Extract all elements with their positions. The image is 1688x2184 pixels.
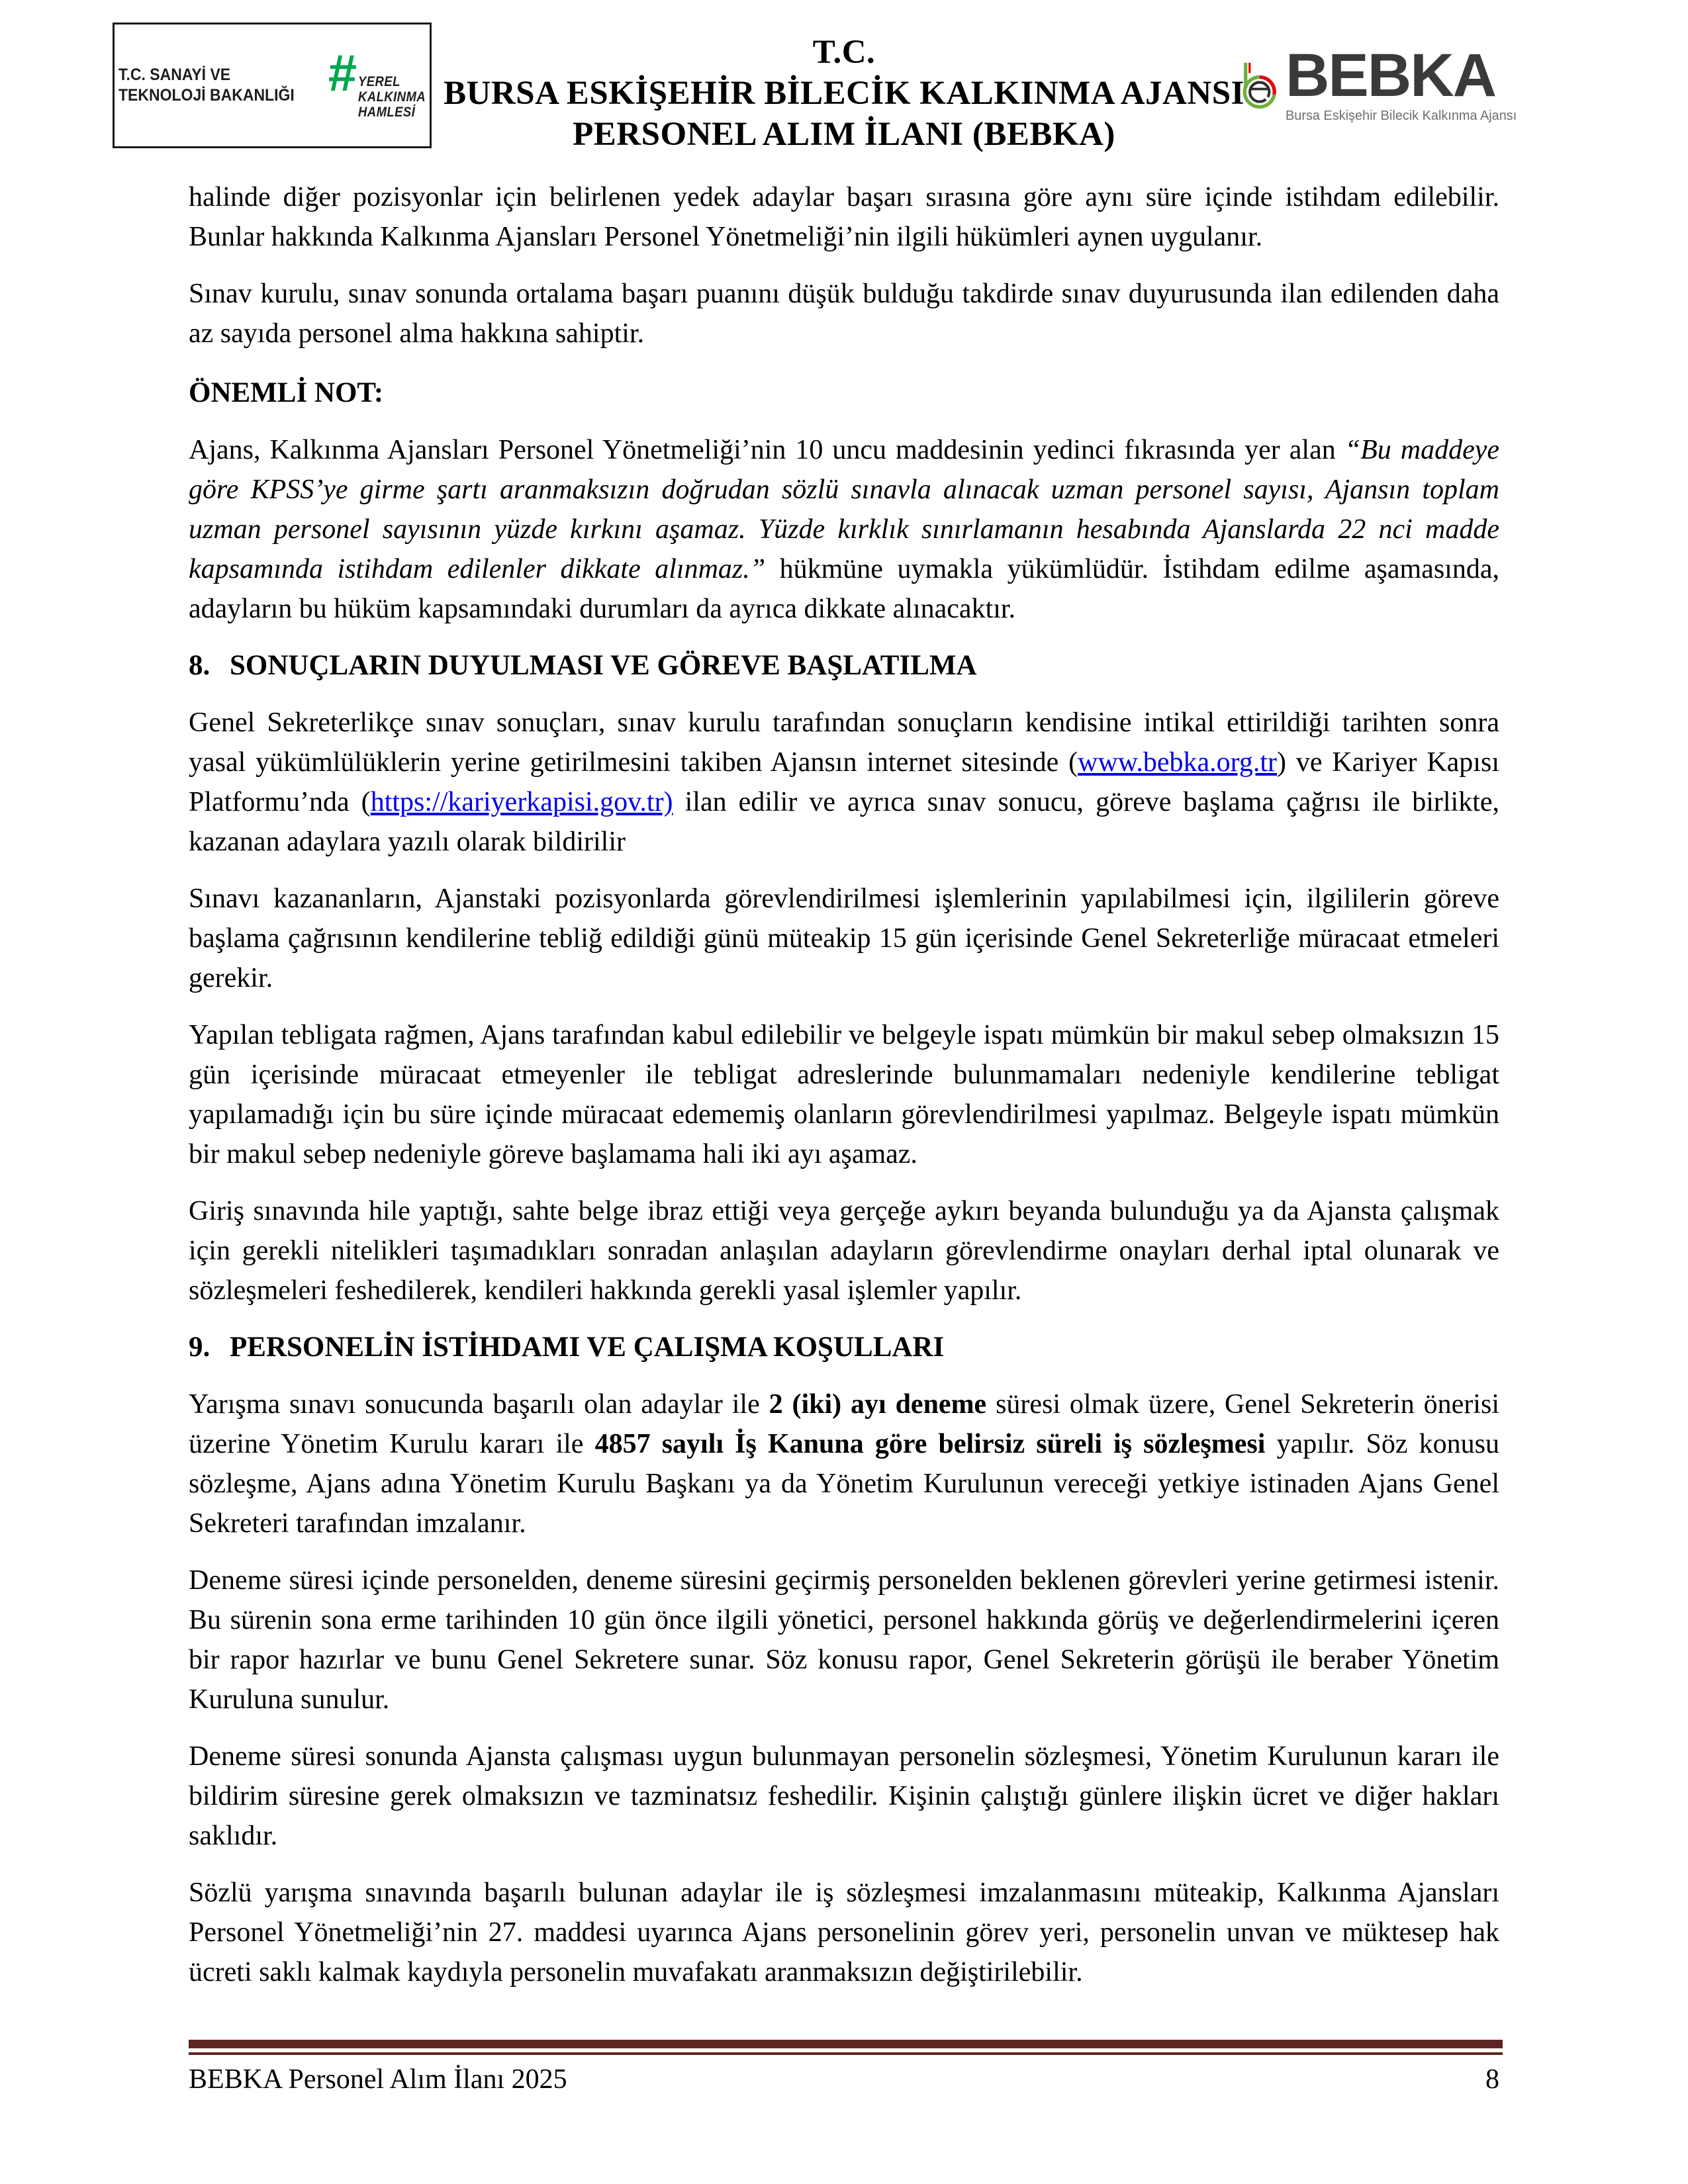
campaign-word3: HAMLESİ (358, 104, 416, 120)
ministry-name (118, 65, 295, 106)
paragraph-deneme-suresi: Deneme süresi içinde personelden, deneme süresini geçirmiş personelden beklenen görevleri yerine getirmesi istenir. Bu sürenin sona erme tarihinden 10 gün önce ilgili yönetici, personel hakkında görüş ve değerlendirmelerini içeren bir rapor hazırlar ve bunu Genel Sekretere sunar. Söz konusu rapor, Genel Sekreterin görüşü ile beraber Yönetim Kuruluna sunulur. (189, 1565, 1499, 1715)
paragraph-muracaat: Sınavı kazananların, Ajanstaki pozisyonlarda görevlendirilmesi işlemlerinin yapılabilmesi için, ilgililerin göreve başlama çağrısının kendilerine tebliğ edildiği günü müteakip 15 gün içerisinde Genel Sekreterliğe müracaat etmeleri gerekir. (189, 884, 1499, 993)
footer-document-label: BEBKA Personel Alım İlanı 2025 (189, 2064, 567, 2095)
paragraph-results (189, 703, 1499, 862)
bebka-website-link[interactable]: www.bebka.org.tr (1078, 747, 1278, 778)
paragraph-sinav-kurulu: Sınav kurulu, sınav sonunda ortalama başarı puanını düşük bulduğu takdirde sınav duyurusunda ilan edilenden daha az sayıda personel alma hakkına sahiptir. (189, 279, 1499, 349)
paragraph-carryover: halinde diğer pozisyonlar için belirlenen yedek adaylar başarı sırasına göre aynı süre içinde istihdam edilebilir. Bunlar hakkında Kalkınma Ajansları Personel Yönetmeliği’nin ilgili hükümleri aynen uygulanır. (189, 182, 1499, 252)
document-body (189, 177, 1499, 1992)
istihdam-bold-kanun: 4857 sayılı İş Kanuna göre belirsiz süreli iş sözleşmesi (594, 1429, 1266, 1459)
paragraph-sozlu-sinav: Sözlü yarışma sınavında başarılı bulunan adaylar ile iş sözleşmesi imzalanmasını müteakip, Kalkınma Ajansları Personel Yönetmeliği’nin 27. maddesi uyarınca Ajans personelinin görev yeri, personelin unvan ve müktesep hak ücreti saklı kalmak kaydıyla personelin muvafakatı aranmaksızın değiştirilebilir. (189, 1878, 1499, 1987)
note-text-pre: Ajans, Kalkınma Ajansları Personel Yönetmeliği’nin 10 uncu maddesinin yedinci fıkrasında yer alan (189, 435, 1345, 465)
paragraph-tebligat: Yapılan tebligata rağmen, Ajans tarafından kabul edilebilir ve belgeyle ispatı mümkün bir makul sebep olmaksızın 15 gün içerisinde müracaat etmeyenler ile tebligat adreslerinde bulunmamaları nedeniyle kendilerine tebligat yapılamadığı için bu süre içinde müracaat edememiş olanların görevlendirilmesi yapılmaz. Belgeyle ispatı mümkün bir makul sebep nedeniyle göreve başlamama hali iki ayı aşamaz. (189, 1020, 1499, 1169)
results-text-2: ) ve Kariyer Kapısı Platformu’nda ( (189, 747, 1499, 817)
istihdam-bold-deneme: 2 (iki) ayı deneme (769, 1389, 987, 1420)
results-text-1: Genel Sekreterlikçe sınav sonuçları, sınav kurulu tarafından sonuçların kendisine intikal ettirildiği tarihten sonra yasal yükümlülüklerin yerine getirilmesini takiben Ajansın internet sitesinde ( (189, 707, 1499, 778)
bebka-logo (1239, 26, 1524, 149)
section-8-title: SONUÇLARIN DUYULMASI VE GÖREVE BAŞLATILMA (230, 650, 977, 681)
section-9-number: 9. (189, 1332, 211, 1363)
bebka-tagline: Bursa Eskişehir Bilecik Kalkınma Ajansı (1285, 108, 1517, 123)
results-text-3: ilan edilir ve ayrıca sınav sonucu, göreve başlama çağrısı ile birlikte, kazanan adaylara yazılı olarak bildirilir (189, 787, 1500, 857)
yerel-kalkinma-logo (328, 43, 435, 120)
hashtag-icon: # (328, 43, 357, 102)
paragraph-deneme-sonu: Deneme süresi sonunda Ajansta çalışması uygun bulunmayan personelin sözleşmesi, Yönetim Kurulunun kararı ile bildirim süresine gerek olmaksızın ve tazminatsız feshedilir. Kişinin çalıştığı günlere ilişkin ücret ve diğer hakları saklıdır. (189, 1741, 1499, 1851)
note-text-post: hükmüne uymakla yükümlüdür. İstihdam edilme aşamasında, adayların bu hüküm kapsamındaki durumları da ayrıca dikkate alınacaktır. (189, 554, 1499, 624)
istihdam-text-3: yapılır. Söz konusu sözleşme, Ajans adına Yönetim Kurulu Başkanı ya da Yönetim Kurulunun vereceği yetkiye istinaden Ajans Genel Sekreteri tarafından imzalanır. (189, 1429, 1499, 1539)
ministry-logo (113, 23, 432, 148)
bebka-wordmark: BEBKA (1285, 42, 1496, 109)
important-note-colon: : (373, 377, 384, 408)
important-note-label: ÖNEMLİ NOT (189, 377, 374, 408)
section-9-heading (189, 1328, 1499, 1367)
document-title (437, 32, 1251, 155)
footer-page-number: 8 (1485, 2064, 1499, 2095)
kariyer-kapisi-link[interactable]: https://kariyerkapisi.gov.tr) (370, 787, 673, 817)
section-8-heading (189, 646, 1499, 686)
important-note-heading (189, 373, 1499, 413)
footer-rule-thin (189, 2052, 1503, 2055)
title-agency: BURSA ESKİŞEHİR BİLECİK KALKINMA AJANSI (444, 75, 1244, 112)
ministry-name-line1: T.C. SANAYİ VE (118, 66, 231, 84)
section-8-number: 8. (189, 650, 211, 681)
page-footer (189, 2062, 1499, 2097)
bebka-logo-icon (1239, 26, 1279, 146)
istihdam-text-2: süresi olmak üzere, Genel Sekreterin önerisi üzerine Yönetim Kurulu kararı ile (189, 1389, 1499, 1459)
paragraph-hile: Giriş sınavında hile yaptığı, sahte belge ibraz ettiği veya gerçeğe aykırı beyanda bulunduğu ya da Ajansta çalışmak için gerekli nitelikleri taşımadıkları sonradan anlaşılan adayların görevlendirme onayları derhal iptal olunarak ve sözleşmeleri feshedilerek, kendileri hakkında gerekli yasal işlemler yapılır. (189, 1196, 1499, 1306)
campaign-word2: KALKINMA (358, 89, 426, 105)
paragraph-important-note (189, 430, 1499, 629)
istihdam-text-1: Yarışma sınavı sonucunda başarılı olan adaylar ile (189, 1389, 769, 1420)
note-quote-italic: “Bu maddeye göre KPSS’ye girme şartı aranmaksızın doğrudan sözlü sınavla alınacak uzman personel sayısı, Ajansın toplam uzman personel sayısının yüzde kırkını aşamaz. Yüzde kırklık sınırlamanın hesabında Ajanslarda 22 nci madde kapsamında istihdam edilenler dikkate alınmaz.” (189, 435, 1499, 584)
section-9-title: PERSONELİN İSTİHDAMI VE ÇALIŞMA KOŞULLARI (230, 1332, 945, 1363)
ministry-name-line2: TEKNOLOJİ BAKANLIĞI (118, 86, 295, 105)
title-tc: T.C. (812, 34, 876, 71)
paragraph-istihdam (189, 1385, 1499, 1543)
title-announcement: PERSONEL ALIM İLANI (BEBKA) (573, 116, 1115, 153)
campaign-word1: YEREL (358, 73, 400, 89)
footer-rule-thick (189, 2040, 1503, 2048)
